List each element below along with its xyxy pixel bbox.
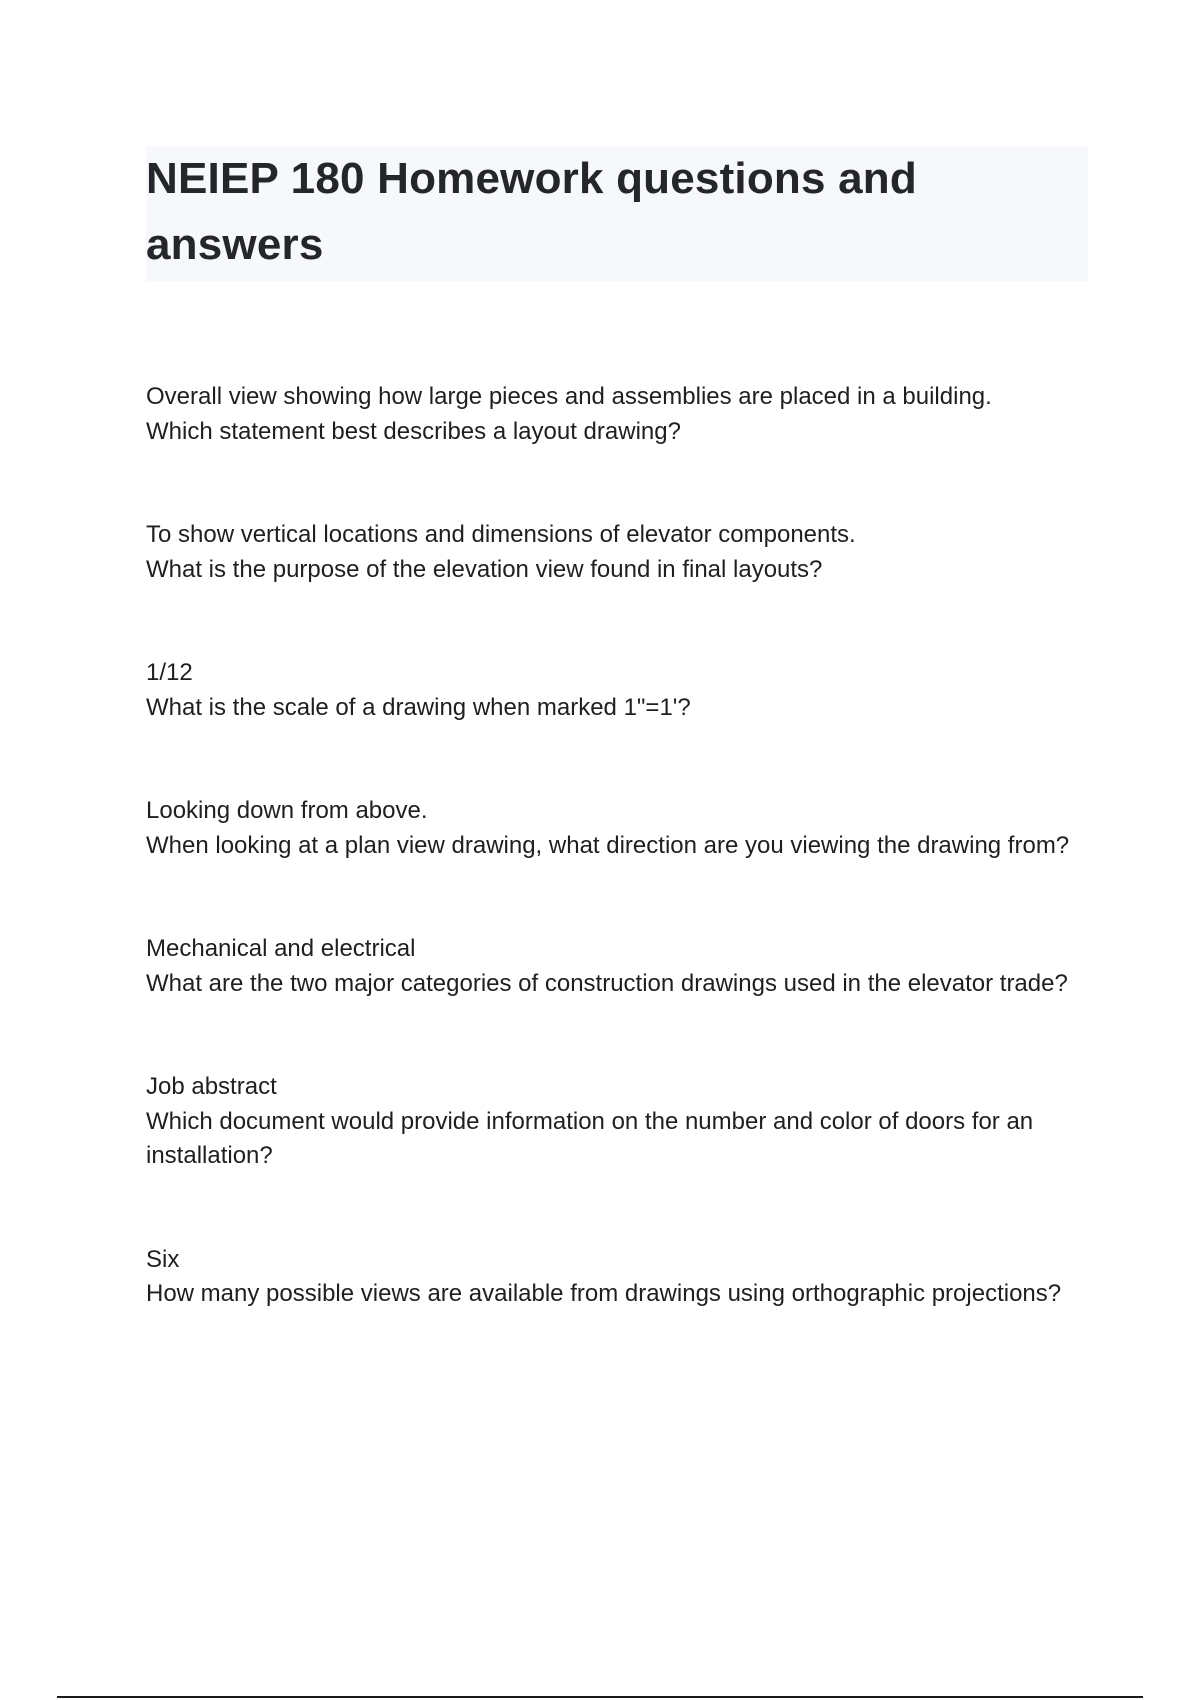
answer-text: Overall view showing how large pieces and assemblies are placed in a building. — [146, 383, 992, 410]
question-text: What is the scale of a drawing when marked 1"=1'? — [146, 693, 691, 721]
answer-text: To show vertical locations and dimensions of elevator components. — [146, 521, 856, 548]
qa-item-6 — [146, 1070, 1096, 1174]
question-text: How many possible views are available from drawings using orthographic projections? — [146, 1280, 1062, 1307]
qa-item-1 — [146, 380, 1096, 449]
footer-divider — [57, 1696, 1143, 1698]
question-text: When looking at a plan view drawing, what direction are you viewing the drawing from? — [146, 831, 1070, 859]
question-text: What is the purpose of the elevation view found in final layouts? — [146, 555, 823, 583]
question-text: What are the two major categories of construction drawings used in the elevator trade? — [146, 969, 1068, 997]
answer-text: Mechanical and electrical — [146, 935, 416, 962]
answer-text: Job abstract — [146, 1073, 277, 1100]
qa-item-7 — [146, 1243, 1096, 1312]
qa-list — [146, 380, 1096, 1381]
answer-text: 1/12 — [146, 659, 193, 686]
qa-item-4 — [146, 794, 1096, 863]
qa-item-3 — [146, 656, 1096, 725]
answer-text: Looking down from above. — [146, 797, 428, 824]
question-text: Which statement best describes a layout drawing? — [146, 417, 681, 445]
qa-item-2 — [146, 518, 1096, 587]
page-title: NEIEP 180 Homework questions and answers — [146, 154, 917, 269]
qa-item-5 — [146, 932, 1096, 1001]
question-text: Which document would provide information on the number and color of doors for an installation? — [146, 1107, 1034, 1169]
answer-text: Six — [146, 1245, 180, 1273]
title-box — [146, 146, 1088, 281]
